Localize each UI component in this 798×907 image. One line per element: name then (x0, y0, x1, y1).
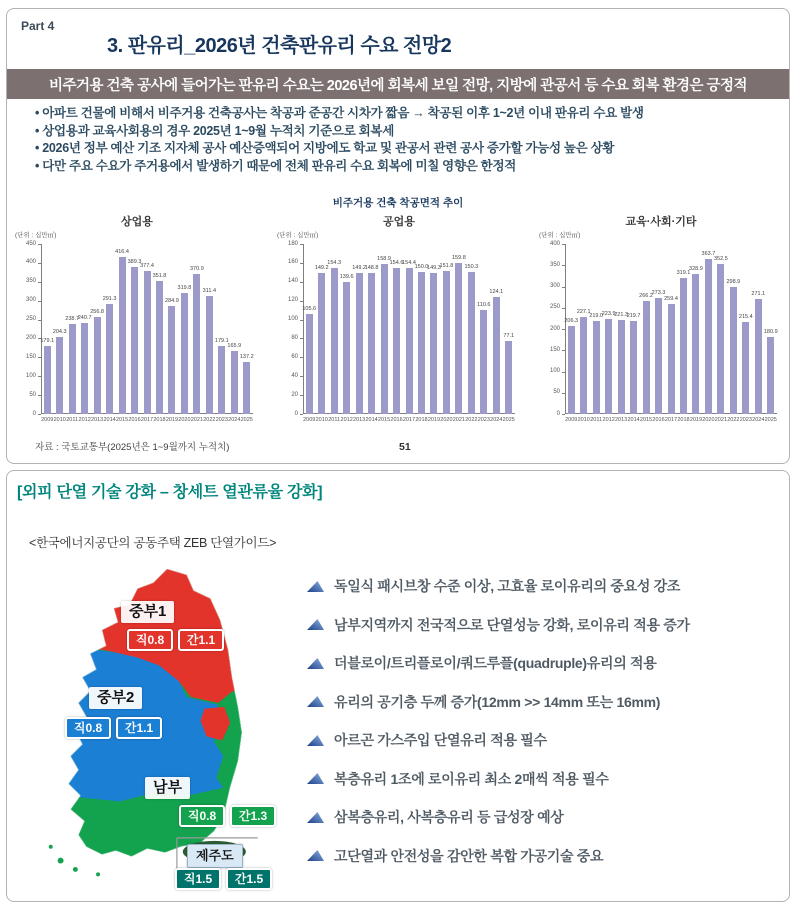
bar-value-label: 238.7 (65, 315, 80, 322)
bar-value-label: 416.4 (115, 248, 129, 255)
x-axis-year-label: 2022 (465, 417, 478, 423)
bar-value-label: 240.7 (77, 315, 92, 322)
summary-bullet-list (35, 105, 775, 175)
korea-insulation-map (19, 559, 319, 899)
y-axis-tick-label: 150 (25, 353, 36, 360)
bar-value-label: 227.1 (576, 309, 591, 316)
bar-value-label: 149.2 (352, 265, 366, 272)
island-dot (58, 858, 64, 864)
bar-2013 (356, 273, 363, 414)
bar-value-label: 154.3 (327, 260, 342, 267)
bar-value-label: 319.1 (676, 270, 691, 277)
x-axis-year-label: 2017 (664, 417, 678, 423)
bar-value-label: 219.0 (589, 312, 604, 319)
insulation-bullet-text: 아르곤 가스주입 단열유리 적용 필수 (334, 732, 547, 749)
x-axis-year-label: 2024 (752, 417, 765, 423)
bar-2020 (443, 271, 450, 414)
x-axis-year-label: 2025 (764, 417, 777, 423)
y-axis-tick-label: 140 (287, 278, 298, 285)
insulation-bullet-text: 유리의 공기층 두께 증가(12mm >> 14mm 또는 16mm) (334, 693, 661, 710)
bar-2015 (119, 257, 126, 414)
x-axis-year-label: 2013 (614, 417, 628, 423)
chart-unit-label: (단위 : 십만㎡) (15, 232, 57, 239)
bar-value-label: 298.9 (726, 278, 741, 285)
section2-subtitle: <한국에너지공단의 공동주택 ZEB 단열가이드> (29, 536, 277, 550)
bottom-section (6, 470, 790, 902)
bar-value-label: 105.6 (302, 306, 317, 313)
x-axis-year-label: 2019 (427, 417, 441, 423)
bar-2016 (655, 298, 662, 414)
y-axis-tick (300, 414, 303, 415)
x-axis-year-label: 2017 (140, 417, 154, 423)
bar-2011 (69, 324, 76, 414)
y-axis-tick-label: 40 (291, 372, 298, 379)
x-axis-year-label: 2015 (377, 417, 391, 423)
bar-value-label: 150.0 (414, 264, 429, 271)
island-dot (49, 845, 53, 849)
y-axis-tick (38, 357, 41, 358)
y-axis-tick-label: 100 (549, 368, 560, 374)
y-axis-tick (300, 357, 303, 358)
y-axis-tick (38, 376, 41, 377)
y-axis-tick (562, 372, 565, 373)
bar-2016 (131, 267, 138, 414)
x-axis-year-label: 2009 (41, 417, 54, 423)
y-axis-tick (300, 338, 303, 339)
chart-industrial (275, 211, 523, 429)
badges-jeju (175, 868, 272, 890)
bar-2018 (418, 272, 425, 414)
y-axis-tick-label: 20 (291, 391, 298, 398)
y-axis-tick (562, 393, 565, 394)
x-axis-year-label: 2009 (303, 417, 316, 423)
chart-commercial (13, 211, 261, 429)
bar-2016 (393, 268, 400, 414)
x-axis-year-label: 2024 (490, 417, 503, 423)
x-axis-year-label: 2021 (190, 417, 203, 423)
bar-2013 (618, 320, 625, 414)
bar-value-label: 179.1 (40, 338, 55, 345)
insulation-bullet (307, 798, 789, 837)
bar-value-label: 124.1 (489, 288, 504, 295)
y-axis-tick-label: 200 (25, 334, 36, 341)
page-number: 51 (399, 441, 411, 453)
summary-bullet: • 2026년 정부 예산 기조 지자체 공사 예산증액되어 지방에도 학교 및 관공서 관련 공사 증가할 가능성 높은 상황 (35, 140, 775, 158)
y-axis-tick (300, 282, 303, 283)
island-dot (96, 872, 100, 876)
x-axis-year-label: 2024 (228, 417, 241, 423)
chart-unit-label: (단위 : 십만㎡) (277, 232, 319, 239)
bar-2022 (730, 287, 737, 414)
y-axis-tick-label: 150 (549, 346, 560, 353)
bar-2012 (343, 282, 350, 414)
insulation-bullet-text: 삼복층유리, 사복층유리 등 급성장 예상 (334, 809, 564, 826)
summary-bullet: • 다만 주요 수요가 주거용에서 발생하기 때문에 전체 판유리 수요 회복에 미칠 영향은 한정적 (35, 158, 775, 176)
x-axis-year-label: 2010 (53, 417, 66, 423)
y-axis-tick (38, 244, 41, 245)
x-axis-year-label: 2021 (714, 417, 727, 423)
y-axis-tick-label: 160 (287, 259, 298, 266)
x-axis-year-label: 2018 (677, 417, 690, 423)
bar-value-label: 389.3 (127, 258, 142, 265)
bar-2014 (630, 321, 637, 414)
y-axis-tick-label: 80 (291, 334, 298, 341)
x-axis-year-label: 2016 (652, 417, 665, 423)
bar-2020 (705, 259, 712, 414)
bar-2009 (568, 326, 575, 414)
y-axis-tick (38, 282, 41, 283)
bar-value-label: 223.9 (601, 310, 616, 317)
arrow-triangle-icon (307, 618, 325, 631)
bar-value-label: 352.5 (713, 256, 728, 263)
bar-value-label: 370.9 (189, 265, 204, 272)
x-axis-year-label: 2018 (415, 417, 428, 423)
arrow-triangle-icon (307, 811, 325, 824)
bar-value-label: 158.9 (377, 255, 391, 262)
headline-banner (7, 69, 789, 99)
badge-gan: 간1.1 (178, 629, 224, 651)
y-axis-tick (562, 265, 565, 266)
insulation-bullet (307, 760, 789, 799)
page-title: 3. 판유리_2026년 건축판유리 수요 전망2 (107, 35, 452, 57)
x-axis-year-label: 2014 (627, 417, 640, 423)
chart-title: 상업용 (121, 216, 153, 228)
arrow-triangle-icon (307, 580, 325, 593)
y-axis-tick (38, 320, 41, 321)
bar-2024 (755, 299, 762, 414)
y-axis-tick-label: 300 (549, 283, 560, 289)
x-axis-year-label: 2016 (390, 417, 403, 423)
y-axis-tick (38, 301, 41, 302)
bar-value-label: 180.9 (763, 329, 778, 336)
bar-value-label: 311.4 (202, 288, 217, 295)
badge-jik: 직0.8 (127, 629, 173, 651)
bar-2021 (455, 263, 462, 414)
x-axis-year-label: 2016 (128, 417, 141, 423)
insulation-bullet (307, 567, 789, 606)
y-axis-tick (562, 287, 565, 288)
x-axis-year-label: 2018 (153, 417, 166, 423)
y-axis-tick (300, 301, 303, 302)
x-axis-year-label: 2010 (315, 417, 328, 423)
bar-2025 (767, 337, 774, 414)
bar-2019 (168, 306, 175, 414)
bar-2019 (430, 273, 437, 414)
x-axis-year-label: 2017 (402, 417, 416, 423)
summary-bullet: • 상업용과 교육사회용의 경우 2025년 1~9월 누적치 기준으로 회복세 (35, 123, 775, 141)
y-axis-tick-label: 120 (287, 297, 298, 304)
bar-2017 (668, 304, 675, 414)
y-axis-tick-label: 300 (25, 297, 36, 304)
y-axis-tick-label: 450 (25, 240, 36, 247)
y-axis-tick-label: 400 (25, 259, 36, 266)
bar-value-label: 291.3 (102, 295, 117, 302)
bar-value-label: 151.8 (439, 262, 454, 269)
source-note: 자료 : 국토교통부(2025년은 1~9월까지 누적치) (35, 442, 230, 453)
y-axis-tick-label: 50 (553, 389, 560, 396)
bar-2023 (218, 346, 225, 414)
bar-value-label: 273.3 (651, 289, 666, 296)
insulation-bullet-text: 고단열과 안전성을 감안한 복합 가공기술 중요 (334, 847, 604, 864)
bar-2014 (368, 273, 375, 414)
x-axis-year-label: 2022 (727, 417, 740, 423)
y-axis-tick-label: 0 (32, 410, 36, 417)
bar-2013 (94, 317, 101, 414)
y-axis-tick (562, 244, 565, 245)
bar-value-label: 150.3 (464, 264, 479, 271)
insulation-bullet-text: 남부지역까지 전국적으로 단열성능 강화, 로이유리 적용 증가 (334, 616, 690, 633)
chart-unit-label: (단위 : 십만㎡) (539, 232, 581, 239)
chart-title: 교육·사회·기타 (625, 216, 697, 228)
bar-value-label: 137.2 (239, 354, 254, 361)
bar-2021 (193, 274, 200, 414)
insulation-bullet (307, 644, 789, 683)
x-axis-year-label: 2019 (165, 417, 179, 423)
y-axis-tick-label: 180 (287, 240, 298, 247)
y-axis-tick (300, 376, 303, 377)
bar-2021 (717, 264, 724, 414)
y-axis-tick (300, 395, 303, 396)
x-axis-year-label: 2015 (115, 417, 129, 423)
y-axis-tick (300, 320, 303, 321)
bar-value-label: 266.2 (639, 292, 653, 299)
bar-value-label: 148.8 (364, 265, 379, 272)
y-axis-tick-label: 250 (25, 316, 36, 323)
y-axis-tick-label: 0 (556, 410, 560, 417)
y-axis-tick (300, 263, 303, 264)
bar-2010 (318, 273, 325, 414)
bar-value-label: 204.3 (52, 328, 67, 335)
x-axis-year-label: 2020 (702, 417, 715, 423)
x-axis-year-label: 2014 (103, 417, 116, 423)
bar-2024 (231, 351, 238, 414)
top-section (6, 8, 790, 464)
charts-row (13, 211, 785, 429)
x-axis-year-label: 2023 (215, 417, 228, 423)
x-axis-year-label: 2023 (477, 417, 490, 423)
part-label: Part 4 (21, 19, 55, 33)
bar-value-label: 179.1 (214, 338, 229, 345)
y-axis-tick (562, 329, 565, 330)
badges-jungbu1 (127, 629, 224, 651)
insulation-bullet-text: 복층유리 1조에 로이유리 최소 2매씩 적용 필수 (334, 770, 609, 787)
section2-title: [외피 단열 기술 강화 – 창세트 열관류율 강화] (17, 484, 323, 501)
bar-2011 (593, 321, 600, 414)
bar-value-label: 219.7 (626, 312, 641, 319)
badge-gan: 간1.3 (230, 805, 276, 827)
x-axis-year-label: 2013 (90, 417, 104, 423)
insulation-bullet-text: 독일식 패시브창 수준 이상, 고효율 로이유리의 중요성 강조 (334, 578, 681, 595)
y-axis-tick (38, 395, 41, 396)
x-axis-year-label: 2022 (203, 417, 216, 423)
y-axis-tick-label: 100 (25, 372, 36, 379)
bar-2017 (406, 268, 413, 414)
bar-2017 (144, 271, 151, 414)
y-axis-tick (300, 244, 303, 245)
x-axis-year-label: 2011 (328, 417, 341, 423)
chart-title: 공업용 (383, 216, 415, 228)
bar-2023 (480, 310, 487, 414)
bar-2012 (605, 319, 612, 414)
bar-2020 (181, 293, 188, 414)
bar-value-label: 328.9 (689, 266, 703, 273)
headline-text: 비주거용 건축 공사에 들어가는 판유리 수요는 2026년에 회복세 보일 전망, 지방에 관공서 등 수요 회복 환경은 긍정적 (48, 77, 748, 94)
bar-value-label: 159.8 (451, 255, 466, 262)
bar-value-label: 319.8 (177, 285, 192, 292)
region-label-jungbu1: 중부1 (121, 601, 174, 623)
insulation-bullet-list (307, 567, 789, 875)
arrow-triangle-icon (307, 734, 325, 747)
x-axis-year-label: 2011 (590, 417, 603, 423)
y-axis-tick-label: 200 (549, 325, 560, 332)
y-axis-tick (38, 263, 41, 264)
x-axis-year-label: 2021 (452, 417, 465, 423)
bar-2014 (106, 304, 113, 414)
bar-2022 (206, 296, 213, 414)
bar-2012 (81, 323, 88, 414)
bar-value-label: 215.4 (738, 314, 753, 321)
bar-2024 (493, 297, 500, 414)
bar-2009 (306, 314, 313, 414)
insulation-bullet (307, 683, 789, 722)
badge-gan: 간1.5 (226, 868, 272, 890)
y-axis-tick-label: 60 (291, 353, 298, 360)
charts-header: 비주거용 건축 착공면적 추이 (332, 197, 464, 209)
region-label-jungbu2: 중부2 (89, 687, 142, 709)
y-axis-tick-label: 0 (294, 410, 298, 417)
x-axis-year-label: 2010 (577, 417, 590, 423)
bar-value-label: 363.7 (701, 251, 716, 258)
y-axis-tick (562, 308, 565, 309)
bar-2019 (692, 274, 699, 414)
insulation-bullet-text: 더블로이/트리플로이/쿼드루플(quadruple)유리의 적용 (334, 655, 657, 672)
x-axis-year-label: 2015 (639, 417, 653, 423)
x-axis-year-label: 2025 (240, 417, 253, 423)
bar-value-label: 139.6 (339, 274, 354, 281)
region-label-jeju: 제주도 (187, 844, 243, 868)
bar-2022 (468, 272, 475, 414)
x-axis-year-label: 2019 (689, 417, 703, 423)
bar-value-label: 271.1 (751, 290, 766, 297)
bar-value-label: 256.8 (90, 308, 104, 315)
insulation-bullet (307, 606, 789, 645)
bar-2009 (44, 346, 51, 414)
bar-value-label: 154.4 (402, 260, 416, 267)
bar-2018 (680, 278, 687, 414)
bar-2023 (742, 322, 749, 414)
badge-jik: 직1.5 (175, 868, 221, 890)
bar-value-label: 351.8 (152, 273, 167, 280)
bar-2011 (331, 268, 338, 414)
bar-2015 (643, 301, 650, 414)
x-axis-year-label: 2009 (565, 417, 578, 423)
bar-2025 (505, 341, 512, 414)
badge-gan: 간1.1 (116, 717, 162, 739)
summary-bullet: • 아파트 건물에 비해서 비주거용 건축공사는 착공과 준공간 시차가 짧음 → 착공된 이후 1~2년 이내 판유리 수요 발생 (35, 105, 775, 123)
bar-value-label: 206.3 (564, 318, 579, 325)
x-axis-year-label: 2012 (602, 417, 615, 423)
bar-value-label: 77.1 (503, 333, 515, 340)
badge-jik: 직0.8 (179, 805, 225, 827)
bar-value-label: 221.3 (614, 311, 628, 318)
x-axis-year-label: 2020 (440, 417, 453, 423)
bar-value-label: 149.2 (314, 265, 329, 272)
region-label-nambu: 남부 (145, 777, 190, 799)
badges-nambu (179, 805, 276, 827)
bar-value-label: 154.6 (389, 259, 404, 266)
insulation-bullet (307, 721, 789, 760)
x-axis-year-label: 2025 (502, 417, 515, 423)
x-axis-year-label: 2012 (78, 417, 91, 423)
bar-value-label: 165.9 (227, 343, 242, 350)
island-dot (73, 867, 78, 872)
y-axis-tick-label: 400 (549, 240, 560, 247)
x-axis-year-label: 2013 (352, 417, 366, 423)
bar-value-label: 377.4 (140, 263, 154, 270)
arrow-triangle-icon (307, 695, 325, 708)
bar-value-label: 110.6 (477, 301, 491, 308)
y-axis-tick (562, 414, 565, 415)
bar-2025 (243, 362, 250, 414)
x-axis-year-label: 2011 (66, 417, 79, 423)
chart-education (537, 211, 785, 429)
bar-2010 (56, 337, 63, 414)
bar-value-label: 149.3 (427, 264, 441, 271)
y-axis-tick (562, 350, 565, 351)
arrow-triangle-icon (307, 849, 325, 862)
arrow-triangle-icon (307, 657, 325, 670)
x-axis-year-label: 2020 (178, 417, 191, 423)
insulation-bullet (307, 837, 789, 876)
badge-jik: 직0.8 (65, 717, 111, 739)
x-axis-year-label: 2014 (365, 417, 378, 423)
bar-2010 (580, 317, 587, 414)
y-axis-tick-label: 350 (549, 261, 560, 268)
y-axis-tick (38, 414, 41, 415)
arrow-triangle-icon (307, 772, 325, 785)
y-axis-tick-label: 50 (29, 391, 36, 398)
bar-value-label: 259.4 (664, 295, 678, 302)
y-axis-tick-label: 350 (25, 278, 36, 285)
bar-value-label: 284.9 (165, 298, 179, 305)
y-axis-tick-label: 250 (549, 304, 560, 311)
x-axis-year-label: 2012 (340, 417, 353, 423)
bar-2015 (381, 264, 388, 414)
badges-jungbu2 (65, 717, 162, 739)
y-axis-tick-label: 100 (287, 316, 298, 323)
x-axis-year-label: 2023 (739, 417, 752, 423)
